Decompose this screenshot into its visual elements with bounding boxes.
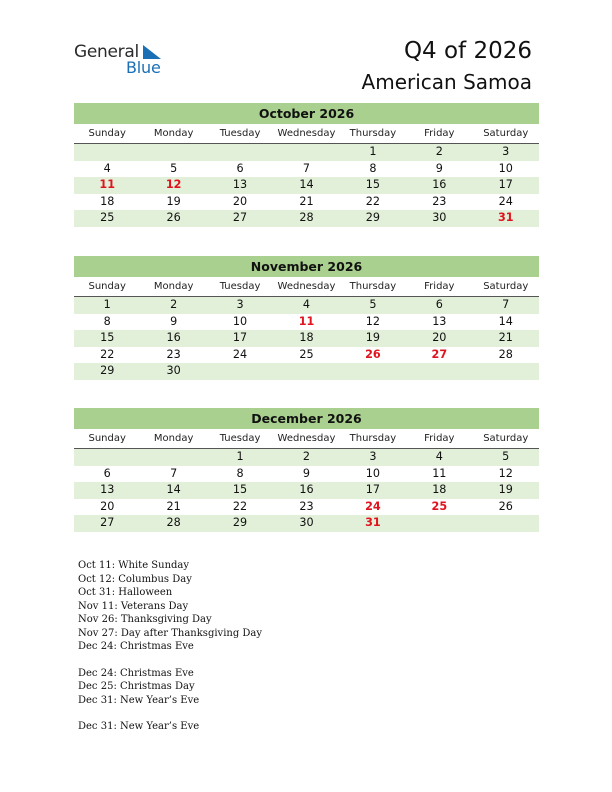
- day-cell: 17: [232, 331, 248, 345]
- weekday-label: Sunday: [88, 433, 126, 444]
- day-cell: 21: [166, 499, 181, 513]
- day-cell: 30: [432, 211, 447, 225]
- day-cell: 29: [100, 364, 115, 378]
- holiday-note: Nov 27: Day after Thanksgiving Day: [78, 627, 263, 639]
- day-cell: 27: [232, 211, 248, 225]
- day-cell: 21: [498, 331, 513, 345]
- day-cell: 5: [170, 161, 178, 175]
- note-spacer: [78, 654, 262, 667]
- day-cell: 25: [100, 211, 115, 225]
- holiday-notes: [78, 559, 262, 734]
- day-cell: 15: [100, 331, 115, 345]
- weekday-label: Thursday: [349, 433, 397, 444]
- day-cell: 25: [431, 499, 448, 513]
- day-cell: [74, 449, 140, 466]
- day-cell: [74, 144, 140, 161]
- day-cell: 11: [99, 178, 115, 192]
- week-row: [74, 482, 539, 499]
- week-row: [74, 347, 539, 364]
- day-cell: [207, 363, 273, 380]
- day-cell: 5: [502, 450, 510, 463]
- day-cell: 13: [100, 483, 115, 497]
- month-header: October 2026: [74, 103, 539, 124]
- weekday-header-row: [74, 277, 539, 297]
- day-cell: 17: [365, 483, 381, 497]
- day-cell: [273, 363, 339, 380]
- day-cell: 20: [432, 331, 447, 345]
- day-cell: 7: [302, 161, 311, 175]
- week-row: [74, 314, 539, 331]
- day-cell: 8: [236, 466, 244, 480]
- day-cell: 6: [103, 466, 111, 480]
- week-row: [74, 449, 539, 466]
- day-cell: 22: [232, 499, 248, 513]
- holiday-note: Nov 26: Thanksgiving Day: [78, 614, 212, 625]
- day-cell: 15: [232, 483, 248, 497]
- day-cell: 6: [435, 298, 443, 311]
- week-row: [74, 515, 539, 532]
- holiday-note: Oct 11: White Sunday: [78, 560, 190, 571]
- day-cell: 14: [498, 314, 513, 328]
- day-cell: 22: [100, 347, 115, 361]
- day-cell: 6: [236, 161, 244, 175]
- day-cell: 28: [299, 211, 314, 225]
- weekday-label: Sunday: [88, 128, 126, 139]
- day-cell: 12: [165, 178, 182, 192]
- page-subtitle: American Samoa: [361, 70, 532, 94]
- day-cell: [406, 363, 472, 380]
- day-cell: 15: [365, 178, 381, 192]
- day-cell: 8: [103, 314, 111, 328]
- day-cell: 4: [103, 161, 111, 175]
- day-cell: 24: [232, 347, 248, 361]
- day-cell: 19: [365, 331, 381, 345]
- week-row: [74, 499, 539, 516]
- day-cell: 2: [302, 450, 311, 463]
- day-cell: 21: [299, 194, 314, 208]
- weekday-label: Wednesday: [277, 281, 336, 292]
- day-cell: 14: [299, 178, 314, 192]
- week-row: [74, 161, 539, 178]
- day-cell: 20: [232, 194, 248, 208]
- day-cell: [473, 363, 539, 380]
- day-cell: 5: [369, 298, 377, 311]
- day-cell: 17: [498, 178, 513, 192]
- day-cell: 13: [232, 178, 248, 192]
- day-cell: 12: [365, 314, 381, 328]
- day-cell: [140, 144, 206, 161]
- weekday-label: Saturday: [483, 281, 529, 292]
- holiday-note: Dec 31: New Year’s Eve: [78, 721, 200, 732]
- holiday-note: Dec 31: New Year’s Eve: [78, 694, 200, 706]
- day-cell: [207, 144, 273, 161]
- week-row: [74, 144, 539, 161]
- day-cell: 18: [432, 483, 447, 497]
- weekday-label: Wednesday: [277, 128, 336, 139]
- weekday-label: Saturday: [483, 433, 529, 444]
- holiday-note: Oct 31: Halloween: [78, 587, 173, 598]
- month-calendar: [74, 103, 539, 227]
- holiday-note: Oct 12: Columbus Day: [78, 573, 192, 585]
- week-row: [74, 194, 539, 211]
- weekday-label: Friday: [424, 128, 455, 139]
- day-cell: 28: [166, 516, 181, 530]
- day-cell: 16: [432, 178, 447, 192]
- day-cell: 23: [166, 347, 181, 361]
- day-cell: 9: [435, 161, 443, 175]
- weekday-label: Friday: [424, 433, 455, 444]
- day-cell: 25: [299, 347, 314, 361]
- day-cell: [140, 449, 206, 466]
- day-cell: [473, 515, 539, 532]
- day-cell: 26: [365, 347, 381, 361]
- day-cell: 2: [435, 145, 443, 158]
- day-cell: 22: [365, 194, 381, 208]
- weekday-label: Monday: [153, 433, 194, 444]
- month-calendar: [74, 408, 539, 532]
- logo-general-text: General: [74, 42, 139, 62]
- day-cell: 26: [498, 499, 513, 513]
- day-cell: 31: [365, 516, 381, 530]
- day-cell: 8: [369, 161, 377, 175]
- day-cell: 23: [432, 194, 447, 208]
- day-cell: 27: [431, 347, 448, 361]
- day-cell: 29: [365, 211, 381, 225]
- day-cell: 23: [299, 499, 314, 513]
- day-cell: 10: [498, 161, 513, 175]
- day-cell: 1: [103, 298, 111, 311]
- day-cell: 24: [498, 194, 513, 208]
- day-cell: 7: [170, 466, 178, 480]
- day-cell: 10: [232, 314, 248, 328]
- day-cell: 1: [236, 450, 244, 463]
- day-cell: 4: [302, 298, 311, 311]
- weekday-label: Wednesday: [277, 433, 336, 444]
- month-calendar: [74, 256, 539, 380]
- weekday-label: Saturday: [483, 128, 529, 139]
- month-header: November 2026: [74, 256, 539, 277]
- weekday-label: Monday: [153, 281, 194, 292]
- day-cell: 18: [299, 331, 314, 345]
- day-cell: 3: [236, 298, 244, 311]
- day-cell: 3: [369, 450, 377, 463]
- day-cell: 13: [432, 314, 447, 328]
- day-cell: 11: [298, 314, 315, 328]
- week-row: [74, 363, 539, 380]
- day-cell: 3: [502, 145, 510, 158]
- day-cell: [273, 144, 339, 161]
- day-cell: 14: [166, 483, 181, 497]
- day-cell: 7: [502, 298, 510, 311]
- weekday-label: Tuesday: [219, 433, 261, 444]
- logo-blue-text: Blue: [126, 58, 161, 77]
- weekday-label: Monday: [153, 128, 194, 139]
- note-spacer: [78, 707, 262, 720]
- day-cell: 2: [170, 298, 178, 311]
- holiday-note: Dec 24: Christmas Eve: [78, 667, 194, 679]
- week-row: [74, 210, 539, 227]
- weekday-header-row: [74, 429, 539, 449]
- day-cell: 18: [100, 194, 115, 208]
- weekday-label: Friday: [424, 281, 455, 292]
- weekday-label: Sunday: [88, 281, 126, 292]
- day-cell: 11: [432, 466, 447, 480]
- day-cell: 16: [166, 331, 181, 345]
- week-row: [74, 330, 539, 347]
- day-cell: 24: [365, 499, 381, 513]
- weekday-label: Thursday: [349, 281, 397, 292]
- day-cell: 26: [166, 211, 181, 225]
- day-cell: [406, 515, 472, 532]
- day-cell: 30: [166, 364, 181, 378]
- holiday-note: Dec 25: Christmas Day: [78, 681, 195, 692]
- holiday-note: Nov 11: Veterans Day: [78, 600, 189, 612]
- weekday-header-row: [74, 124, 539, 144]
- day-cell: 29: [232, 516, 248, 530]
- day-cell: 27: [100, 516, 115, 530]
- weekday-label: Tuesday: [219, 281, 261, 292]
- holiday-note: Dec 24: Christmas Eve: [78, 641, 194, 652]
- day-cell: 19: [166, 194, 181, 208]
- weekday-label: Thursday: [349, 128, 397, 139]
- day-cell: 10: [365, 466, 381, 480]
- week-row: [74, 177, 539, 194]
- page-title: Q4 of 2026: [403, 38, 532, 64]
- day-cell: [340, 363, 406, 380]
- week-row: [74, 297, 539, 314]
- day-cell: 9: [170, 314, 178, 328]
- day-cell: 20: [100, 499, 115, 513]
- day-cell: 31: [497, 211, 514, 225]
- day-cell: 30: [299, 516, 314, 530]
- generalblue-logo: [74, 42, 174, 78]
- month-header: December 2026: [74, 408, 539, 429]
- day-cell: 9: [302, 466, 311, 480]
- weekday-label: Tuesday: [219, 128, 261, 139]
- day-cell: 19: [498, 483, 513, 497]
- day-cell: 1: [369, 145, 377, 158]
- day-cell: 12: [498, 466, 513, 480]
- day-cell: 4: [435, 450, 443, 463]
- week-row: [74, 466, 539, 483]
- day-cell: 16: [299, 483, 314, 497]
- day-cell: 28: [498, 347, 513, 361]
